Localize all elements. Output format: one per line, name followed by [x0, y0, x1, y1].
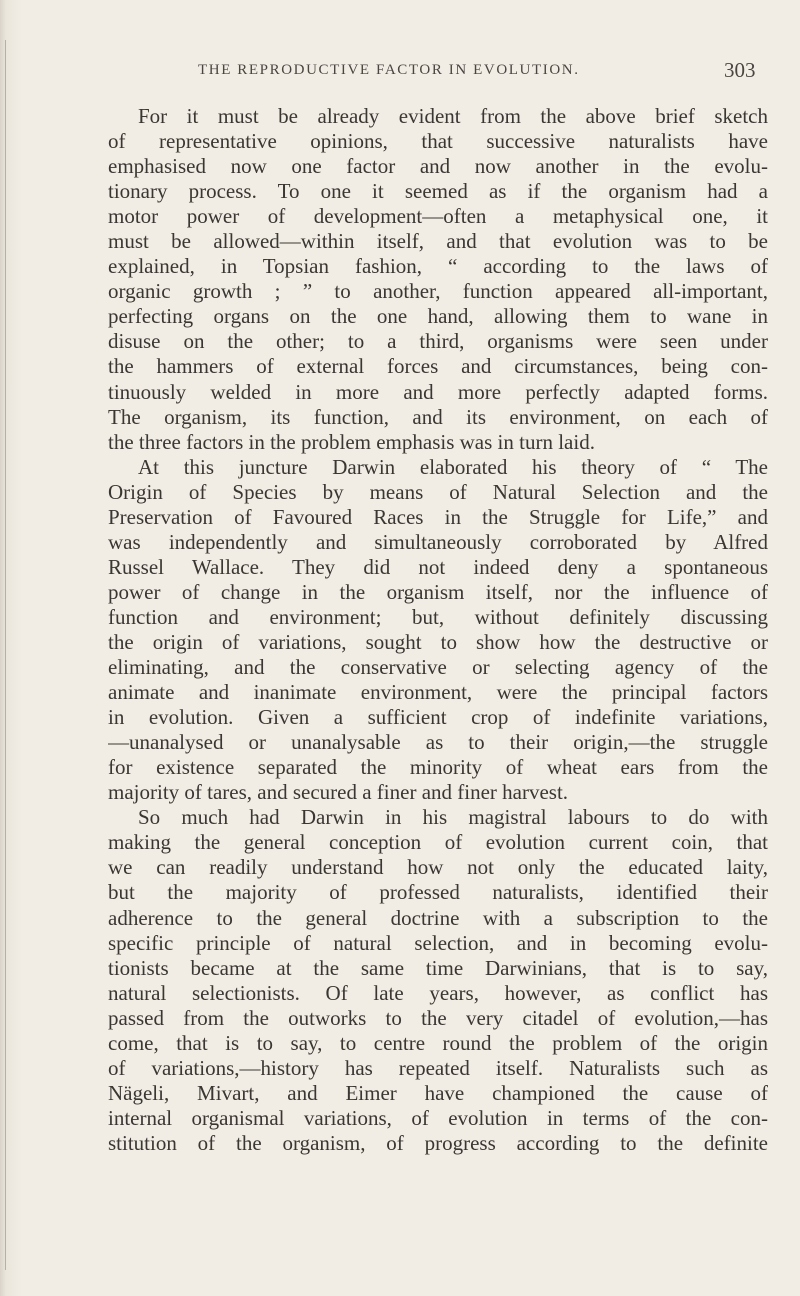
text-line: the origin of variations, sought to show how the destructive or — [108, 629, 768, 654]
text-line: At this juncture Darwin elaborated his theory of “ The — [138, 454, 768, 479]
text-line: was independently and simultaneously corroborated by Alfred — [108, 529, 768, 554]
text-line: —unanalysed or unanalysable as to their origin,—the struggle — [108, 730, 768, 755]
text-line: we can readily understand how not only the educated laity, — [108, 855, 768, 880]
text-line: organic growth ; ” to another, function appeared all-important, — [108, 279, 768, 304]
text-line: animate and inanimate environment, were the principal factors — [108, 680, 768, 705]
text-line: tinuously welded in more and more perfectly adapted forms. — [108, 379, 768, 404]
text-line: specific principle of natural selection, and in becoming evolu- — [108, 930, 768, 955]
text-line: but the majority of professed naturalists, identified their — [108, 880, 768, 905]
text-line: Russel Wallace. They did not indeed deny a spontaneous — [108, 554, 768, 579]
text-line: of variations,—history has repeated itself. Naturalists such as — [108, 1055, 768, 1080]
text-line: stitution of the organism, of progress according to the definite — [108, 1130, 768, 1155]
text-line: perfecting organs on the one hand, allowing them to wane in — [108, 304, 768, 329]
text-line: disuse on the other; to a third, organisms were seen under — [108, 329, 768, 354]
body-text — [108, 104, 768, 1156]
text-line: The organism, its function, and its environment, on each of — [108, 404, 768, 429]
page-number: 303 — [724, 58, 756, 82]
text-line: passed from the outworks to the very citadel of evolution,—has — [108, 1005, 768, 1030]
text-line: for existence separated the minority of wheat ears from the — [108, 755, 768, 780]
text-line: internal organismal variations, of evolution in terms of the con- — [108, 1105, 768, 1130]
text-line: adherence to the general doctrine with a subscription to the — [108, 905, 768, 930]
text-line: eliminating, and the conservative or selecting agency of the — [108, 655, 768, 680]
text-line: emphasised now one factor and now another in the evolu- — [108, 154, 768, 179]
text-line: tionary process. To one it seemed as if the organism had a — [108, 179, 768, 204]
text-line: majority of tares, and secured a finer and finer harvest. — [108, 780, 569, 805]
text-line: natural selectionists. Of late years, however, as conflict has — [108, 980, 768, 1005]
text-line: the hammers of external forces and circumstances, being con- — [108, 354, 768, 379]
text-line: tionists became at the same time Darwinians, that is to say, — [108, 955, 768, 980]
text-line: explained, in Topsian fashion, “ according to the laws of — [108, 254, 768, 279]
text-line: function and environment; but, without definitely discussing — [108, 604, 768, 629]
text-line: So much had Darwin in his magistral labours to do with — [138, 805, 768, 830]
text-line: power of change in the organism itself, nor the influence of — [108, 579, 768, 604]
page-edge-line — [5, 40, 6, 1270]
text-line: in evolution. Given a sufficient crop of indefinite variations, — [108, 705, 768, 730]
text-line: motor power of development—often a metaphysical one, it — [108, 204, 768, 229]
text-line: the three factors in the problem emphasis was in turn laid. — [108, 429, 595, 454]
running-header: THE REPRODUCTIVE FACTOR IN EVOLUTION. — [198, 62, 580, 78]
text-line: must be allowed—within itself, and that evolution was to be — [108, 229, 768, 254]
text-line: Preservation of Favoured Races in the Struggle for Life,” and — [108, 504, 768, 529]
text-line: making the general conception of evolution current coin, that — [108, 830, 768, 855]
text-line: come, that is to say, to centre round the problem of the origin — [108, 1030, 768, 1055]
page-binding-edge — [0, 0, 22, 1296]
text-line: Nägeli, Mivart, and Eimer have championed the cause of — [108, 1080, 768, 1105]
text-line: of representative opinions, that successive naturalists have — [108, 129, 768, 154]
text-line: For it must be already evident from the above brief sketch — [138, 104, 768, 128]
text-line: Origin of Species by means of Natural Selection and the — [108, 479, 768, 504]
